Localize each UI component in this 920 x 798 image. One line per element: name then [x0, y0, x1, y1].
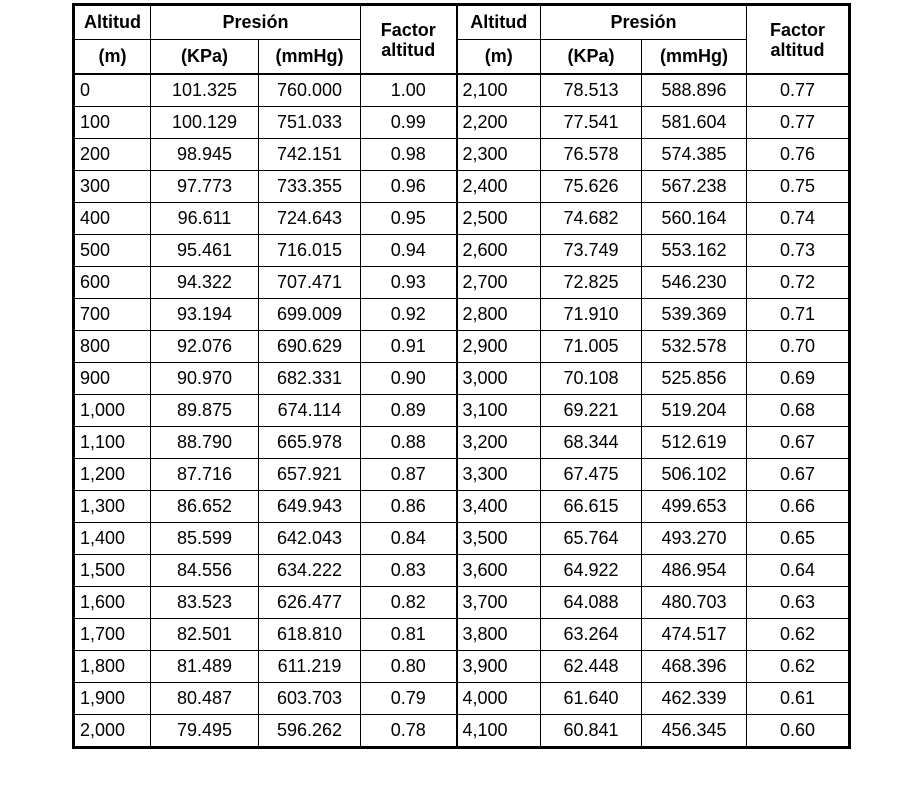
right-mmhg-cell: 532.578 [642, 331, 747, 363]
table-row [74, 459, 850, 491]
left-altitude-cell: 700 [74, 299, 151, 331]
right-kpa-cell: 78.513 [541, 74, 642, 107]
left-mmhg-cell: 699.009 [259, 299, 361, 331]
left-factor-cell: 0.84 [361, 523, 457, 555]
altitude-pressure-table [72, 3, 851, 749]
header-kpa-right: (KPa) [541, 40, 642, 75]
left-factor-cell: 0.95 [361, 203, 457, 235]
right-mmhg-cell: 581.604 [642, 107, 747, 139]
right-kpa-cell: 71.910 [541, 299, 642, 331]
left-mmhg-cell: 742.151 [259, 139, 361, 171]
header-factor-right-line2: altitud [770, 39, 825, 60]
right-factor-cell: 0.76 [747, 139, 850, 171]
right-factor-cell: 0.70 [747, 331, 850, 363]
left-kpa-cell: 84.556 [151, 555, 259, 587]
table-row [74, 715, 850, 748]
table-row [74, 587, 850, 619]
table-row [74, 203, 850, 235]
right-factor-cell: 0.77 [747, 107, 850, 139]
header-factor-left-line2: altitud [381, 39, 436, 60]
right-mmhg-cell: 499.653 [642, 491, 747, 523]
right-factor-cell: 0.68 [747, 395, 850, 427]
right-altitude-cell: 4,000 [457, 683, 541, 715]
right-mmhg-cell: 480.703 [642, 587, 747, 619]
left-altitude-cell: 1,400 [74, 523, 151, 555]
right-factor-cell: 0.65 [747, 523, 850, 555]
left-factor-cell: 0.96 [361, 171, 457, 203]
right-factor-cell: 0.63 [747, 587, 850, 619]
right-kpa-cell: 65.764 [541, 523, 642, 555]
header-altitude-right: Altitud [457, 5, 541, 40]
left-kpa-cell: 80.487 [151, 683, 259, 715]
header-mmhg-left: (mmHg) [259, 40, 361, 75]
right-kpa-cell: 66.615 [541, 491, 642, 523]
header-kpa-left: (KPa) [151, 40, 259, 75]
right-altitude-cell: 2,800 [457, 299, 541, 331]
right-factor-cell: 0.62 [747, 651, 850, 683]
left-altitude-cell: 400 [74, 203, 151, 235]
right-altitude-cell: 2,100 [457, 74, 541, 107]
table-row [74, 427, 850, 459]
header-altitude-left: Altitud [74, 5, 151, 40]
left-kpa-cell: 92.076 [151, 331, 259, 363]
header-factor-left [361, 5, 457, 75]
right-kpa-cell: 72.825 [541, 267, 642, 299]
left-factor-cell: 0.92 [361, 299, 457, 331]
right-mmhg-cell: 574.385 [642, 139, 747, 171]
right-altitude-cell: 2,600 [457, 235, 541, 267]
right-kpa-cell: 67.475 [541, 459, 642, 491]
left-altitude-cell: 1,200 [74, 459, 151, 491]
left-factor-cell: 0.83 [361, 555, 457, 587]
right-mmhg-cell: 539.369 [642, 299, 747, 331]
right-altitude-cell: 2,700 [457, 267, 541, 299]
left-altitude-cell: 0 [74, 74, 151, 107]
left-factor-cell: 0.81 [361, 619, 457, 651]
table-row [74, 171, 850, 203]
header-mmhg-right: (mmHg) [642, 40, 747, 75]
left-altitude-cell: 600 [74, 267, 151, 299]
left-kpa-cell: 85.599 [151, 523, 259, 555]
header-altitude-unit-right: (m) [457, 40, 541, 75]
right-factor-cell: 0.73 [747, 235, 850, 267]
right-altitude-cell: 3,700 [457, 587, 541, 619]
right-factor-cell: 0.64 [747, 555, 850, 587]
left-factor-cell: 0.98 [361, 139, 457, 171]
header-row-titles [74, 5, 850, 40]
left-mmhg-cell: 611.219 [259, 651, 361, 683]
left-mmhg-cell: 649.943 [259, 491, 361, 523]
left-factor-cell: 0.94 [361, 235, 457, 267]
left-altitude-cell: 1,700 [74, 619, 151, 651]
left-altitude-cell: 1,100 [74, 427, 151, 459]
right-mmhg-cell: 512.619 [642, 427, 747, 459]
table-header [74, 5, 850, 75]
left-mmhg-cell: 724.643 [259, 203, 361, 235]
left-kpa-cell: 83.523 [151, 587, 259, 619]
header-row-units [74, 40, 850, 75]
left-altitude-cell: 1,000 [74, 395, 151, 427]
table-row [74, 139, 850, 171]
right-kpa-cell: 63.264 [541, 619, 642, 651]
left-mmhg-cell: 682.331 [259, 363, 361, 395]
right-altitude-cell: 2,300 [457, 139, 541, 171]
right-mmhg-cell: 474.517 [642, 619, 747, 651]
right-kpa-cell: 64.088 [541, 587, 642, 619]
table-row [74, 74, 850, 107]
right-factor-cell: 0.67 [747, 459, 850, 491]
right-mmhg-cell: 560.164 [642, 203, 747, 235]
left-altitude-cell: 500 [74, 235, 151, 267]
left-altitude-cell: 900 [74, 363, 151, 395]
right-altitude-cell: 2,900 [457, 331, 541, 363]
left-kpa-cell: 90.970 [151, 363, 259, 395]
left-altitude-cell: 800 [74, 331, 151, 363]
header-factor-left-line1: Factor [380, 19, 436, 40]
right-factor-cell: 0.74 [747, 203, 850, 235]
right-factor-cell: 0.72 [747, 267, 850, 299]
right-altitude-cell: 3,000 [457, 363, 541, 395]
left-factor-cell: 0.88 [361, 427, 457, 459]
left-kpa-cell: 86.652 [151, 491, 259, 523]
left-kpa-cell: 87.716 [151, 459, 259, 491]
right-factor-cell: 0.67 [747, 427, 850, 459]
left-factor-cell: 1.00 [361, 74, 457, 107]
table-row [74, 363, 850, 395]
table-row [74, 235, 850, 267]
right-altitude-cell: 2,200 [457, 107, 541, 139]
table-body [74, 74, 850, 748]
right-altitude-cell: 3,100 [457, 395, 541, 427]
right-mmhg-cell: 546.230 [642, 267, 747, 299]
left-altitude-cell: 1,300 [74, 491, 151, 523]
left-factor-cell: 0.91 [361, 331, 457, 363]
right-altitude-cell: 3,300 [457, 459, 541, 491]
left-factor-cell: 0.82 [361, 587, 457, 619]
right-mmhg-cell: 486.954 [642, 555, 747, 587]
left-factor-cell: 0.80 [361, 651, 457, 683]
left-mmhg-cell: 618.810 [259, 619, 361, 651]
left-factor-cell: 0.99 [361, 107, 457, 139]
right-mmhg-cell: 567.238 [642, 171, 747, 203]
right-mmhg-cell: 456.345 [642, 715, 747, 748]
left-kpa-cell: 98.945 [151, 139, 259, 171]
right-factor-cell: 0.66 [747, 491, 850, 523]
right-kpa-cell: 69.221 [541, 395, 642, 427]
left-altitude-cell: 1,600 [74, 587, 151, 619]
left-kpa-cell: 88.790 [151, 427, 259, 459]
left-factor-cell: 0.89 [361, 395, 457, 427]
right-mmhg-cell: 553.162 [642, 235, 747, 267]
right-kpa-cell: 73.749 [541, 235, 642, 267]
left-altitude-cell: 1,500 [74, 555, 151, 587]
header-pressure-left: Presión [151, 5, 361, 40]
right-altitude-cell: 2,400 [457, 171, 541, 203]
right-kpa-cell: 60.841 [541, 715, 642, 748]
left-mmhg-cell: 634.222 [259, 555, 361, 587]
right-factor-cell: 0.60 [747, 715, 850, 748]
right-factor-cell: 0.77 [747, 74, 850, 107]
right-altitude-cell: 3,400 [457, 491, 541, 523]
table-row [74, 395, 850, 427]
left-factor-cell: 0.86 [361, 491, 457, 523]
table-row [74, 619, 850, 651]
left-factor-cell: 0.87 [361, 459, 457, 491]
left-kpa-cell: 100.129 [151, 107, 259, 139]
left-factor-cell: 0.93 [361, 267, 457, 299]
right-altitude-cell: 4,100 [457, 715, 541, 748]
right-altitude-cell: 2,500 [457, 203, 541, 235]
left-kpa-cell: 81.489 [151, 651, 259, 683]
table-row [74, 523, 850, 555]
table-row [74, 651, 850, 683]
right-mmhg-cell: 588.896 [642, 74, 747, 107]
left-kpa-cell: 101.325 [151, 74, 259, 107]
left-altitude-cell: 100 [74, 107, 151, 139]
left-kpa-cell: 96.611 [151, 203, 259, 235]
left-factor-cell: 0.90 [361, 363, 457, 395]
table-row [74, 555, 850, 587]
right-altitude-cell: 3,500 [457, 523, 541, 555]
right-factor-cell: 0.71 [747, 299, 850, 331]
left-kpa-cell: 82.501 [151, 619, 259, 651]
left-kpa-cell: 89.875 [151, 395, 259, 427]
right-kpa-cell: 77.541 [541, 107, 642, 139]
left-altitude-cell: 300 [74, 171, 151, 203]
left-kpa-cell: 79.495 [151, 715, 259, 748]
left-altitude-cell: 200 [74, 139, 151, 171]
left-factor-cell: 0.78 [361, 715, 457, 748]
table-row [74, 107, 850, 139]
left-kpa-cell: 94.322 [151, 267, 259, 299]
right-mmhg-cell: 493.270 [642, 523, 747, 555]
left-altitude-cell: 2,000 [74, 715, 151, 748]
right-factor-cell: 0.69 [747, 363, 850, 395]
left-kpa-cell: 95.461 [151, 235, 259, 267]
header-factor-right [747, 5, 850, 75]
left-mmhg-cell: 751.033 [259, 107, 361, 139]
right-altitude-cell: 3,800 [457, 619, 541, 651]
right-mmhg-cell: 468.396 [642, 651, 747, 683]
right-kpa-cell: 71.005 [541, 331, 642, 363]
left-mmhg-cell: 674.114 [259, 395, 361, 427]
table-row [74, 331, 850, 363]
right-mmhg-cell: 506.102 [642, 459, 747, 491]
right-kpa-cell: 61.640 [541, 683, 642, 715]
right-altitude-cell: 3,900 [457, 651, 541, 683]
right-mmhg-cell: 462.339 [642, 683, 747, 715]
left-mmhg-cell: 603.703 [259, 683, 361, 715]
left-mmhg-cell: 690.629 [259, 331, 361, 363]
left-mmhg-cell: 626.477 [259, 587, 361, 619]
left-mmhg-cell: 733.355 [259, 171, 361, 203]
table-row [74, 267, 850, 299]
left-kpa-cell: 97.773 [151, 171, 259, 203]
right-mmhg-cell: 519.204 [642, 395, 747, 427]
right-kpa-cell: 68.344 [541, 427, 642, 459]
right-factor-cell: 0.61 [747, 683, 850, 715]
left-factor-cell: 0.79 [361, 683, 457, 715]
right-mmhg-cell: 525.856 [642, 363, 747, 395]
right-kpa-cell: 74.682 [541, 203, 642, 235]
right-factor-cell: 0.62 [747, 619, 850, 651]
table-row [74, 491, 850, 523]
left-mmhg-cell: 760.000 [259, 74, 361, 107]
left-altitude-cell: 1,900 [74, 683, 151, 715]
table-row [74, 299, 850, 331]
left-mmhg-cell: 665.978 [259, 427, 361, 459]
right-kpa-cell: 76.578 [541, 139, 642, 171]
header-factor-right-line1: Factor [769, 19, 825, 40]
right-altitude-cell: 3,600 [457, 555, 541, 587]
header-pressure-right: Presión [541, 5, 747, 40]
left-mmhg-cell: 657.921 [259, 459, 361, 491]
table-row [74, 683, 850, 715]
right-kpa-cell: 62.448 [541, 651, 642, 683]
right-factor-cell: 0.75 [747, 171, 850, 203]
left-mmhg-cell: 707.471 [259, 267, 361, 299]
right-kpa-cell: 70.108 [541, 363, 642, 395]
header-altitude-unit-left: (m) [74, 40, 151, 75]
left-kpa-cell: 93.194 [151, 299, 259, 331]
right-altitude-cell: 3,200 [457, 427, 541, 459]
left-mmhg-cell: 716.015 [259, 235, 361, 267]
left-mmhg-cell: 596.262 [259, 715, 361, 748]
right-kpa-cell: 75.626 [541, 171, 642, 203]
left-altitude-cell: 1,800 [74, 651, 151, 683]
right-kpa-cell: 64.922 [541, 555, 642, 587]
left-mmhg-cell: 642.043 [259, 523, 361, 555]
